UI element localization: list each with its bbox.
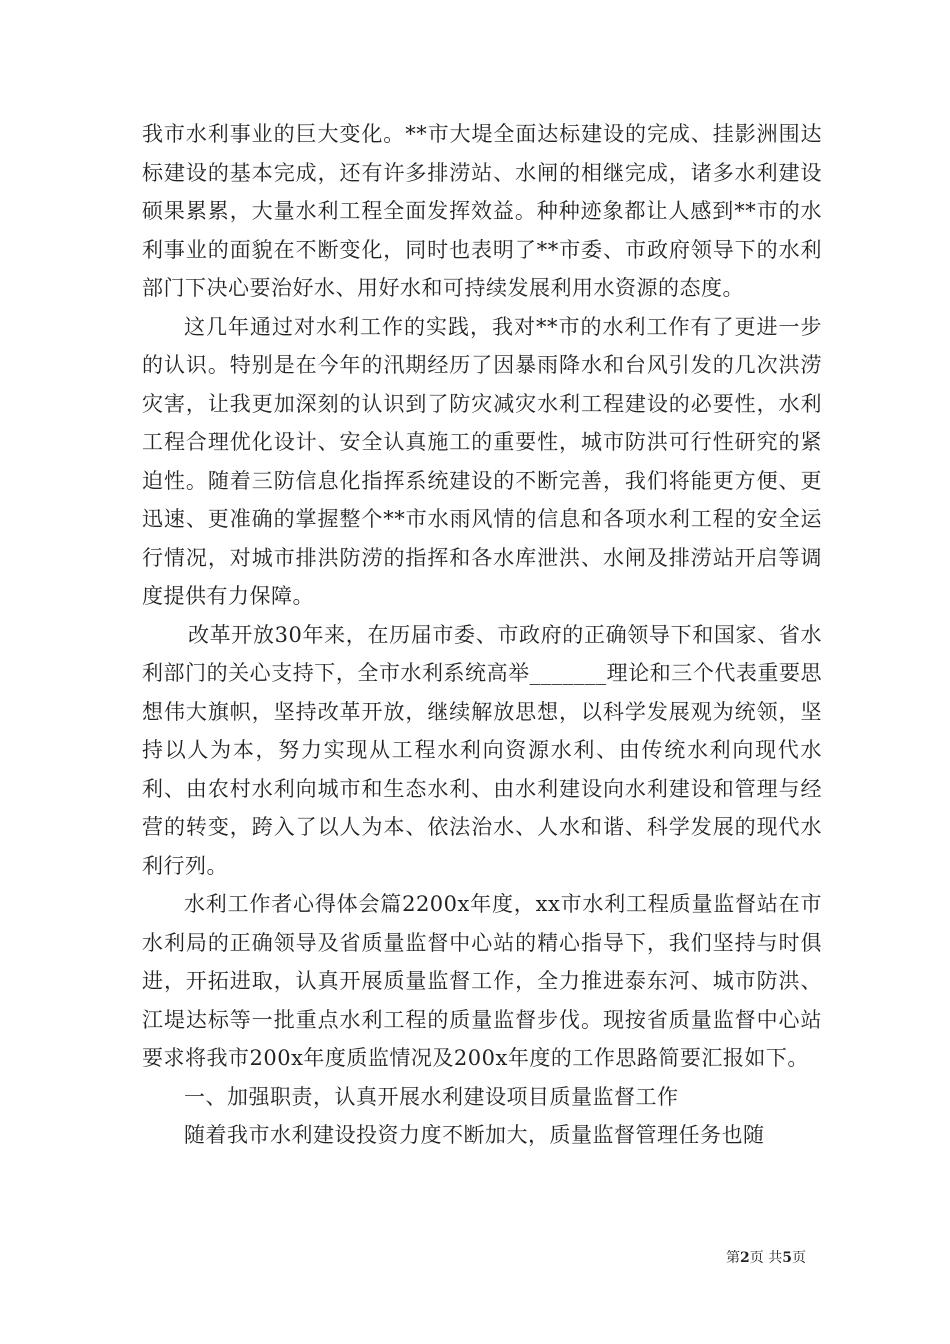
paragraph-reform: 改革开放30年来，在历届市委、市政府的正确领导下和国家、省水利部门的关心支持下，全市水利系统高举_______理论和三个代表重要思想伟大旗帜，坚持改革开放，继续解放思想，以科学发展观为统领，坚持以人为本，努力实现从工程水利向资源水利、由传统水利向现代水利、由农村水利向城市和生态水利、由水利建设向水利建设和管理与经营的转变，跨入了以人为本、依法治水、人水和谐、科学发展的现代水利行列。 (142, 622, 822, 878)
footer-prefix: 第 (726, 1250, 741, 1266)
footer-middle: 页 共 (749, 1250, 783, 1266)
total-page-number: 5 (782, 1250, 792, 1266)
current-page-number: 2 (740, 1250, 750, 1266)
document-body (142, 115, 822, 1155)
section-heading: 一、加强职责，认真开展水利建设项目质量监督工作 (184, 1084, 679, 1109)
footer-suffix: 页 (792, 1250, 806, 1266)
page-footer (0, 1247, 806, 1267)
paragraph-practice: 这几年通过对水利工作的实践，我对**市的水利工作有了更进一步的认识。特别是在今年的汛期经历了因暴雨降水和台风引发的几次洪涝灾害，让我更加深刻的认识到了防灾减灾水利工程建设的必要性，水利工程合理优化设计、安全认真施工的重要性，城市防洪可行性研究的紧迫性。随着三防信息化指挥系统建设的不断完善，我们将能更方便、更迅速、更准确的掌握整个**市水雨风情的信息和各项水利工程的安全运行情况，对城市排洪防涝的指挥和各水库泄洪、水闸及排涝站开启等调度提供有力保障。 (142, 314, 822, 608)
paragraph-continuation: 我市水利事业的巨大变化。**市大堤全面达标建设的完成、挂影洲围达标建设的基本完成，还有许多排涝站、水闸的相继完成，诸多水利建设硕果累累，大量水利工程全面发挥效益。种种迹象都让人感到**市的水利事业的面貌在不断变化，同时也表明了**市委、市政府领导下的水利部门下决心要治好水、用好水和可持续发展利用水资源的态度。 (142, 122, 822, 300)
paragraph-investment: 随着我市水利建设投资力度不断加大，质量监督管理任务也随 (184, 1123, 765, 1147)
paragraph-report: 水利工作者心得体会篇2200x年度，xx市水利工程质量监督站在市水利局的正确领导及省质量监督中心站的精心指导下，我们坚持与时俱进，开拓进取，认真开展质量监督工作，全力推进泰东河、城市防洪、江堤达标等一批重点水利工程的质量监督步伐。现按省质量监督中心站要求将我市200x年度质监情况及200x年度的工作思路简要汇报如下。 (142, 892, 822, 1070)
